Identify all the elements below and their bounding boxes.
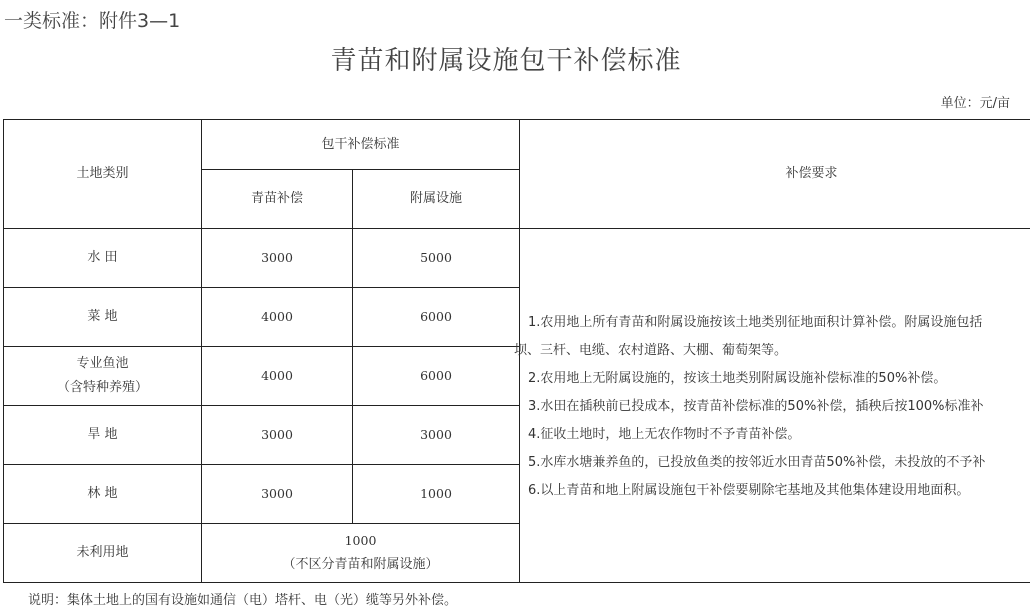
requirement-line: 坝、三杆、电缆、农村道路、大棚、葡萄架等。 <box>514 343 788 358</box>
unused-land-value: 1000 <box>344 533 377 548</box>
land-type-cell: 未利用地 <box>4 524 202 583</box>
compensation-table-wrapper <box>3 119 1030 584</box>
requirements-cell <box>514 229 1030 583</box>
table-row <box>4 229 1030 288</box>
land-type-cell: 林 地 <box>4 465 202 524</box>
unused-land-note: （不区分青苗和附属设施） <box>282 557 439 572</box>
unit-label: 单位：元/亩 <box>940 96 1010 111</box>
compensation-table <box>3 119 1030 583</box>
requirement-line: 5.水库水塘兼养鱼的，已投放鱼类的按邻近水田青苗50%补偿，未投放的不予补 <box>528 455 986 470</box>
unused-land-value-cell <box>202 524 520 583</box>
footer-note: 说明：集体土地上的国有设施如通信（电）塔杆、电（光）缆等另外补偿。 <box>28 593 458 608</box>
land-type-cell: 旱 地 <box>4 406 202 465</box>
facility-value-cell: 3000 <box>353 406 520 465</box>
requirement-line: 4.征收土地时，地上无农作物时不予青苗补偿。 <box>528 427 801 442</box>
land-type-subline: （含特种养殖） <box>56 380 148 395</box>
requirement-line: 2.农用地上无附属设施的，按该土地类别附属设施补偿标准的50%补偿。 <box>528 371 947 386</box>
facility-value-cell: 5000 <box>353 229 520 288</box>
page-title: 青苗和附属设施包干补偿标准 <box>330 46 682 76</box>
requirement-line: 3.水田在插秧前已投成本，按青苗补偿标准的50%补偿，插秧后按100%标准补 <box>528 399 984 414</box>
land-type-line: 专业鱼池 <box>76 356 129 371</box>
requirement-line: 1.农用地上所有青苗和附属设施按该土地类别征地面积计算补偿。附属设施包括 <box>528 315 983 330</box>
header-seedling: 青苗补偿 <box>202 170 353 229</box>
requirement-line: 6.以上青苗和地上附属设施包干补偿要剔除宅基地及其他集体建设用地面积。 <box>528 483 970 498</box>
seedling-value-cell: 4000 <box>202 288 353 347</box>
land-type-cell: 水 田 <box>4 229 202 288</box>
seedling-value-cell: 3000 <box>202 465 353 524</box>
facility-value-cell: 1000 <box>353 465 520 524</box>
seedling-value-cell: 3000 <box>202 406 353 465</box>
header-land-type: 土地类别 <box>4 120 202 229</box>
category-label: 一类标准：附件3—1 <box>4 10 181 32</box>
facility-value-cell: 6000 <box>353 288 520 347</box>
header-compensation-group: 包干补偿标准 <box>202 120 520 170</box>
land-type-cell: 菜 地 <box>4 288 202 347</box>
seedling-value-cell: 4000 <box>202 347 353 406</box>
facility-value-cell: 6000 <box>353 347 520 406</box>
land-type-cell <box>4 347 202 406</box>
header-requirements: 补偿要求 <box>520 120 1030 229</box>
seedling-value-cell: 3000 <box>202 229 353 288</box>
header-facility: 附属设施 <box>353 170 520 229</box>
